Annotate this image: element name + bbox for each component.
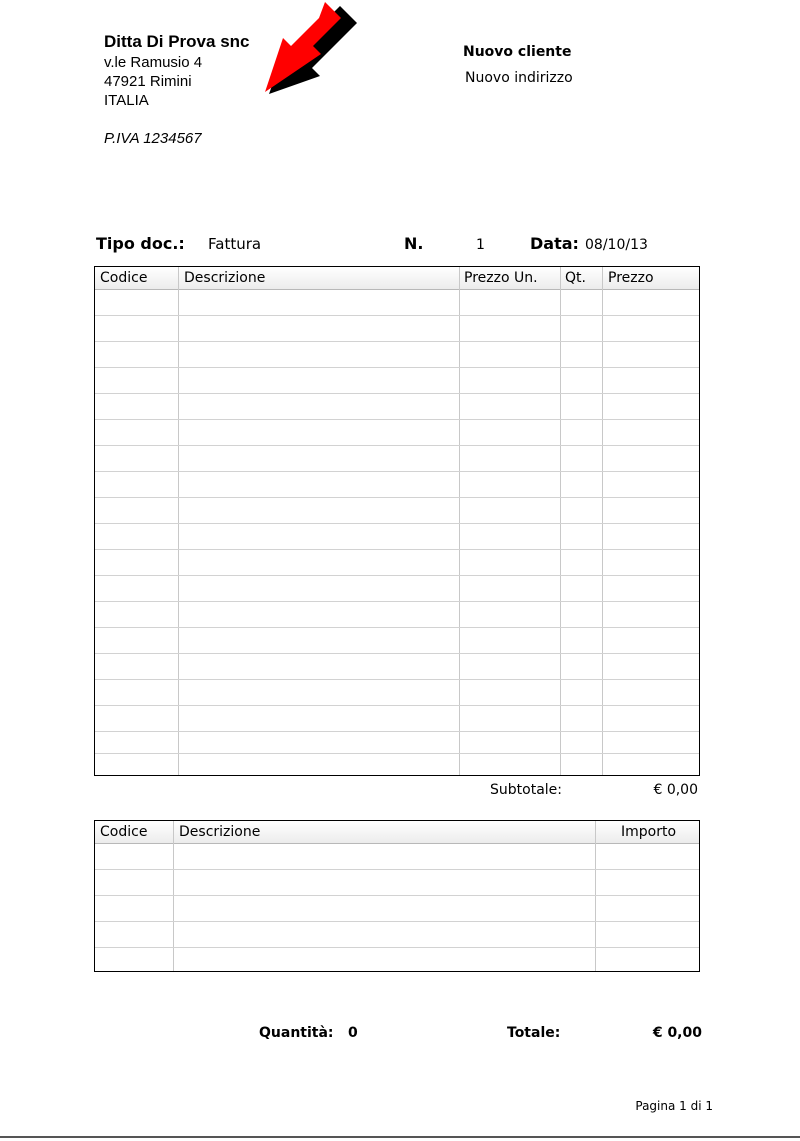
client-address: Nuovo indirizzo [465,70,573,86]
company-vat: P.IVA 1234567 [104,130,202,147]
doc-date-value: 08/10/13 [585,237,648,253]
extra-table [94,820,700,972]
company-name: Ditta Di Prova snc [104,32,250,51]
column-header-code: Codice [100,270,148,286]
company-country: ITALIA [104,92,149,109]
total-label: Totale: [507,1025,561,1041]
doc-date-label: Data: [530,234,579,253]
quantity-label: Quantità: [259,1025,334,1041]
column-header-code: Codice [100,824,148,840]
column-header-unit-price: Prezzo Un. [464,270,538,286]
doc-type-value: Fattura [208,235,262,253]
company-city: 47921 Rimini [104,73,192,90]
page-bottom-divider [0,1136,800,1138]
column-header-description: Descrizione [179,824,261,840]
extra-table-header [95,821,699,844]
column-header-quantity: Qt. [565,270,586,286]
page-number: Pagina 1 di 1 [635,1099,713,1113]
client-name: Nuovo cliente [463,44,572,60]
column-header-amount: Importo [621,824,677,840]
subtotal-value: € 0,00 [653,782,698,798]
items-table-header [95,267,699,290]
company-street: v.le Ramusio 4 [104,54,203,71]
arrow-icon [255,0,365,100]
doc-type-label: Tipo doc.: [96,234,185,253]
column-header-price: Prezzo [608,270,654,286]
total-value: € 0,00 [652,1025,702,1041]
quantity-value: 0 [348,1025,358,1041]
items-table [94,266,700,776]
subtotal-label: Subtotale: [490,782,562,798]
doc-number-value: 1 [476,237,485,253]
column-header-description: Descrizione [184,270,266,286]
doc-number-label: N. [404,234,424,253]
